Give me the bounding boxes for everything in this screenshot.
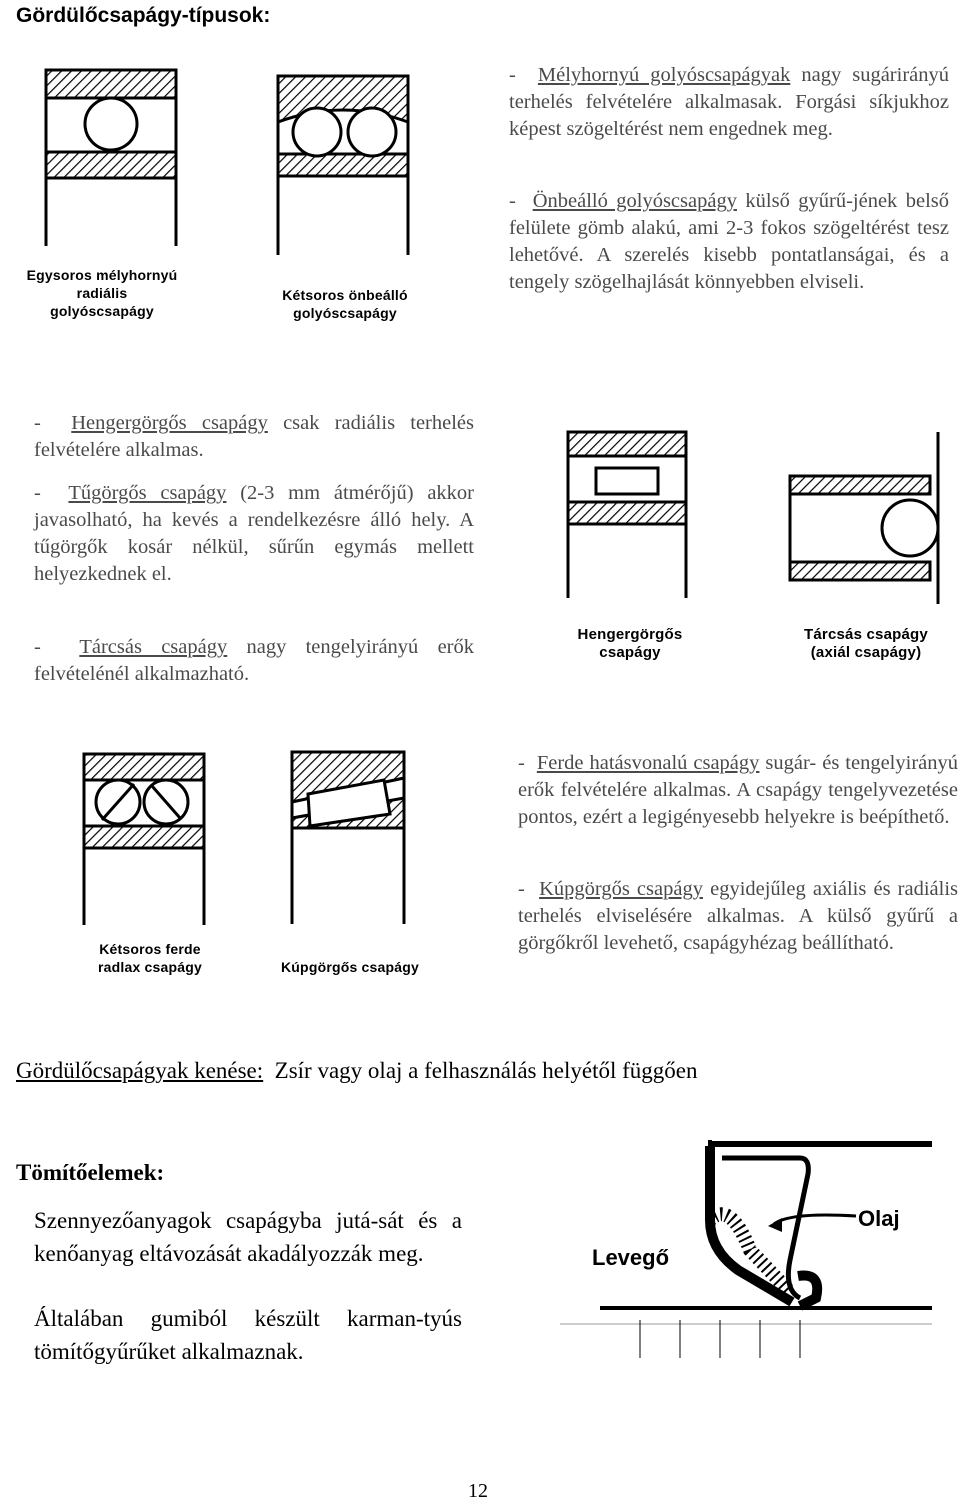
bullet-dash: - bbox=[34, 636, 41, 658]
needle-text: (2-3 mm átmérőjű) akkor javasolható, ha kevés a rendelkezésre álló hely. A tűgörgők kosár nélkül, sűrűn egymás mellett helyezkednek el. bbox=[34, 482, 474, 585]
bullet-dash: - bbox=[34, 412, 41, 434]
angular-caption: Kétsoros ferde radlax csapágy bbox=[98, 941, 202, 975]
bullet-dash: - bbox=[518, 752, 525, 774]
deep-groove-term: Mélyhornyú golyóscsapágyak bbox=[537, 64, 791, 86]
cylindrical-description bbox=[34, 410, 474, 464]
self-aligning-caption: Kétsoros önbeálló golyóscsapágy bbox=[282, 287, 408, 321]
needle-term: Tűgörgős csapágy bbox=[68, 482, 227, 504]
bullet-dash: - bbox=[509, 64, 516, 86]
lubrication-line bbox=[16, 1058, 697, 1084]
self-aligning-description bbox=[509, 188, 949, 296]
thrust-term: Tárcsás csapágy bbox=[79, 636, 228, 658]
tapered-caption: Kúpgörgős csapágy bbox=[281, 959, 419, 975]
bullet-dash: - bbox=[34, 482, 41, 504]
lubrication-text: Zsír vagy olaj a felhasználás helyétől függően bbox=[274, 1058, 698, 1083]
deep-groove-caption: Egysoros mélyhornyú radiális golyóscsapágy bbox=[26, 267, 178, 319]
tapered-bearing-figure bbox=[286, 748, 416, 928]
cylindrical-caption: Hengergörgős csapágy bbox=[577, 626, 683, 661]
deep-groove-text: nagy sugárirányú terhelés felvételére alkalmasak. Forgási síkjukhoz képest szögeltérést nem engednek meg. bbox=[509, 64, 950, 140]
needle-description bbox=[34, 480, 474, 588]
deep-groove-description bbox=[509, 62, 949, 143]
tapered-term: Kúpgörgős csapágy bbox=[539, 878, 703, 900]
thrust-bearing-figure bbox=[770, 432, 960, 612]
thrust-text: nagy tengelyirányú erők felvételénél alkalmazható. bbox=[34, 636, 474, 685]
deep-groove-bearing-figure bbox=[36, 66, 186, 256]
page-title: Gördülőcsapágy-típusok: bbox=[16, 4, 271, 27]
self-aligning-bearing-figure bbox=[262, 70, 422, 260]
bullet-dash: - bbox=[509, 190, 516, 212]
cylindrical-text: csak radiális terhelés felvételére alkalmas. bbox=[34, 412, 474, 461]
cylindrical-term: Hengergörgős csapágy bbox=[71, 412, 268, 434]
angular-text: sugár- és tengelyirányú erők felvételére alkalmas. A csapágy tengelyvezetése pontos, ezért a legigényesebb helyekre is beépíthető. bbox=[518, 752, 959, 828]
seal-oil-label: Olaj bbox=[858, 1206, 900, 1231]
angular-term: Ferde hatásvonalú csapágy bbox=[536, 752, 760, 774]
tapered-description bbox=[518, 876, 958, 957]
thrust-description bbox=[34, 634, 474, 688]
tapered-text: egyidejűleg axiális és radiális terhelés elviselésére alkalmas. A külső gyűrű a görgőkről levehető, csapágyhézag beállítható. bbox=[518, 878, 959, 954]
seals-paragraph-2: Általában gumiból készült karman-tyús tömítőgyűrűket alkalmaznak. bbox=[34, 1306, 462, 1364]
self-aligning-text: külső gyűrű-jének belső felülete gömb alakú, ami 2-3 fokos szögeltérést tesz lehetővé. A szerelés kisebb pontatlanságai, és a tengely szögelhajlását könnyebben elviseli. bbox=[509, 190, 949, 293]
lubrication-label: Gördülőcsapágyak kenése: bbox=[16, 1058, 264, 1083]
seals-heading: Tömítőelemek: bbox=[16, 1160, 165, 1185]
seal-air-label: Levegő bbox=[592, 1245, 670, 1270]
page-number: 12 bbox=[468, 1480, 488, 1502]
seals-paragraph-1: Szennyezőanyagok csapágyba jutá-sát és a kenőanyag eltávozását akadályozzák meg. bbox=[34, 1208, 462, 1266]
angular-bearing-figure bbox=[80, 750, 210, 930]
self-aligning-term: Önbeálló golyóscsapágy bbox=[532, 190, 737, 212]
angular-description bbox=[518, 750, 958, 831]
bullet-dash: - bbox=[518, 878, 525, 900]
cylindrical-bearing-figure bbox=[562, 428, 692, 608]
thrust-caption: Tárcsás csapágy (axiál csapágy) bbox=[804, 626, 928, 661]
